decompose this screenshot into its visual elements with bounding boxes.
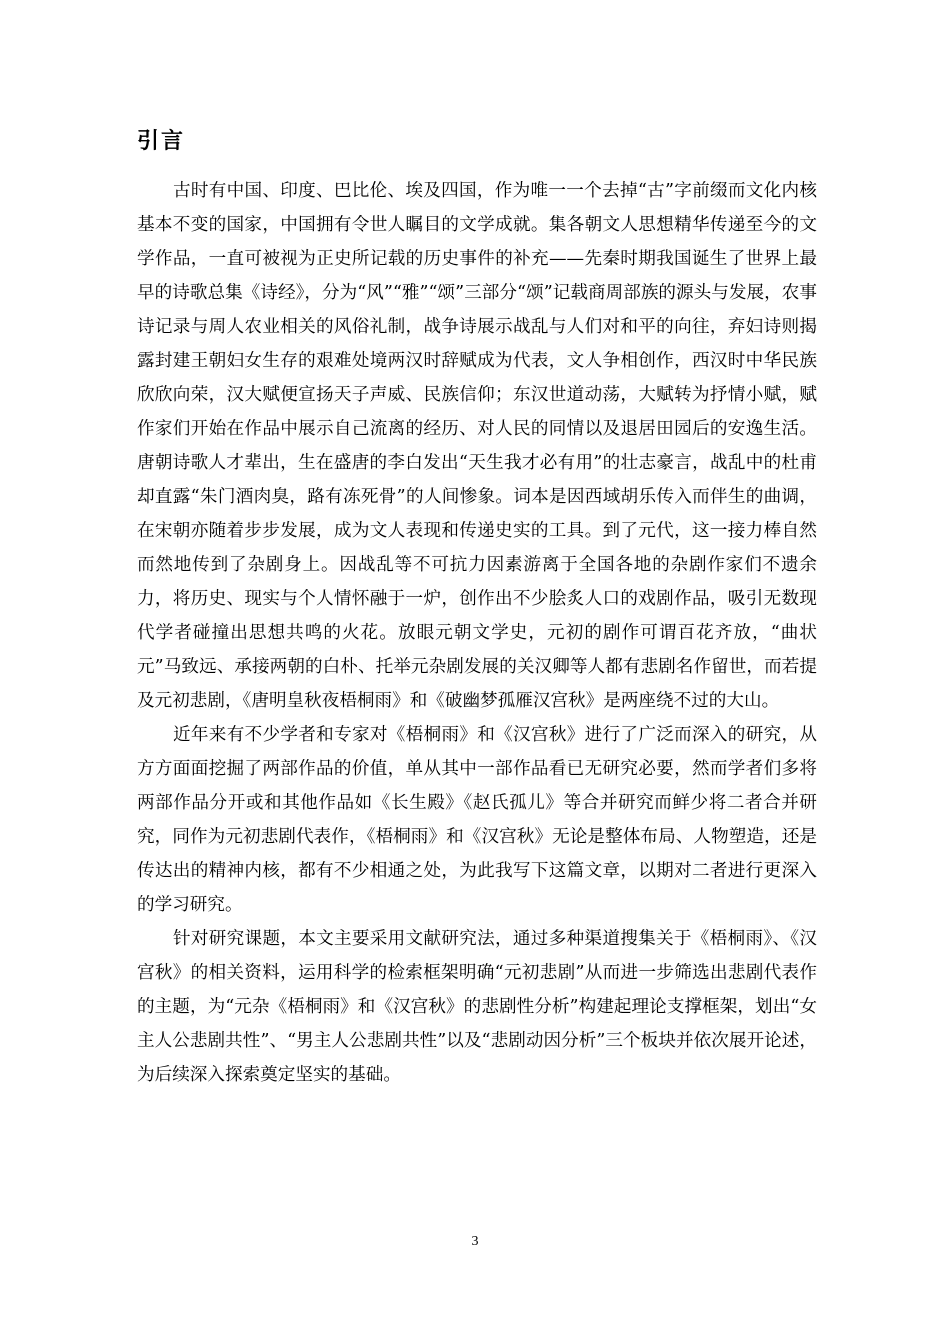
body-text	[137, 174, 817, 1092]
paragraph-research-status: 近年来有不少学者和专家对《梧桐雨》和《汉宫秋》进行了广泛而深入的研究，从方方面面挖掘了两部作品的价值，单从其中一部作品看已无研究必要，然而学者们多将两部作品分开或和其他作品如《长生殿》《赵氏孤儿》等合并研究而鲜少将二者合并研究，同作为元初悲剧代表作，《梧桐雨》和《汉宫秋》无论是整体布局、人物塑造，还是传达出的精神内核，都有不少相通之处，为此我写下这篇文章，以期对二者进行更深入的学习研究。	[137, 725, 817, 915]
paragraph-intro-history: 古时有中国、印度、巴比伦、埃及四国，作为唯一一个去掉“古”字前缀而文化内核基本不变的国家，中国拥有令世人瞩目的文学成就。集各朝文人思想精华传递至今的文学作品，一直可被视为正史所记载的历史事件的补充——先秦时期我国诞生了世界上最早的诗歌总集《诗经》，分为“风”“雅”“颂”三部分“颂”记载商周部族的源头与发展，农事诗记录与周人农业相关的风俗礼制，战争诗展示战乱与人们对和平的向往，弃妇诗则揭露封建王朝妇女生存的艰难处境两汉时辞赋成为代表，文人争相创作，西汉时中华民族欣欣向荣，汉大赋便宣扬天子声威、民族信仰；东汉世道动荡，大赋转为抒情小赋，赋作家们开始在作品中展示自己流离的经历、对人民的同情以及退居田园后的安逸生活。唐朝诗歌人才辈出，生在盛唐的李白发出“天生我才必有用”的壮志豪言，战乱中的杜甫却直露“朱门酒肉臭，路有冻死骨”的人间惨象。词本是因西域胡乐传入而伴生的曲调，在宋朝亦随着步步发展，成为文人表现和传递史实的工具。到了元代，这一接力棒自然而然地传到了杂剧身上。因战乱等不可抗力因素游离于全国各地的杂剧作家们不遗余力，将历史、现实与个人情怀融于一炉，创作出不少脍炙人口的戏剧作品，吸引无数现代学者碰撞出思想共鸣的火花。放眼元朝文学史，元初的剧作可谓百花齐放，“曲状元”马致远、承接两朝的白朴、托举元杂剧发展的关汉卿等人都有悲剧名作留世，而若提及元初悲剧，《唐明皇秋夜梧桐雨》和《破幽梦孤雁汉宫秋》是两座绕不过的大山。	[137, 181, 817, 711]
paragraph-research-method: 针对研究课题，本文主要采用文献研究法，通过多种渠道搜集关于《梧桐雨》、《汉宫秋》的相关资料，运用科学的检索框架明确“元初悲剧”从而进一步筛选出悲剧代表作的主题，为“元杂《梧桐雨》和《汉宫秋》的悲剧性分析”构建起理论支撑框架，划出“女主人公悲剧共性”、“男主人公悲剧共性”以及“悲剧动因分析”三个板块并依次展开论述，为后续深入探索奠定坚实的基础。	[137, 929, 817, 1085]
page-number: 3	[471, 1234, 479, 1249]
section-heading: 引言	[137, 129, 186, 154]
